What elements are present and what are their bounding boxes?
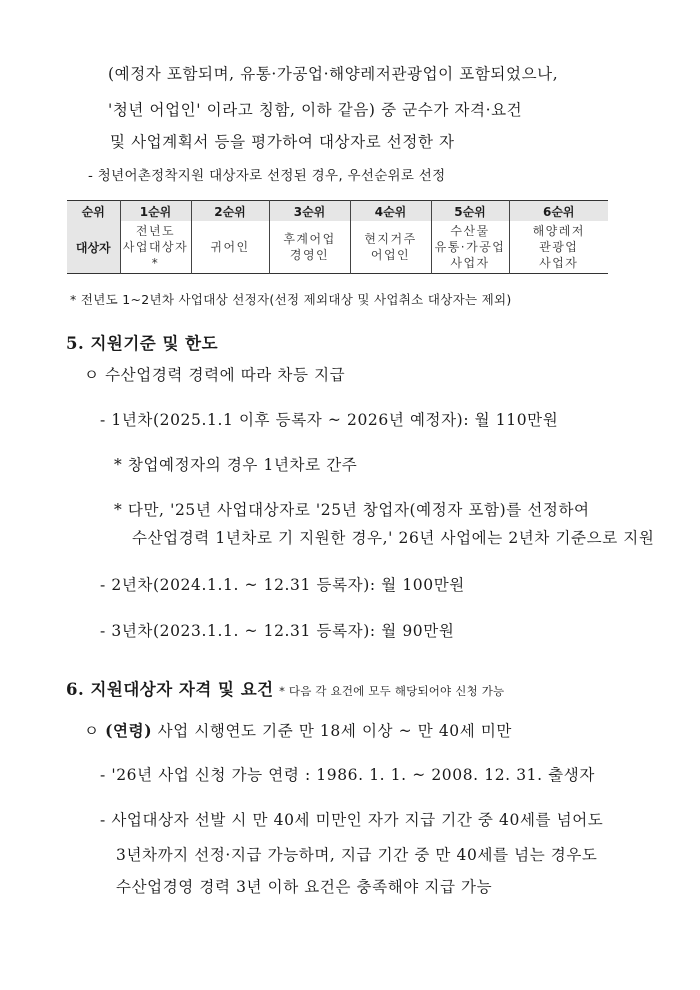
priority-table xyxy=(67,200,608,274)
cell-rank-4-line-2: 어업인 xyxy=(370,248,411,262)
cell-rank-4 xyxy=(350,221,431,274)
section-6-over40-line-1: - 사업대상자 선발 시 만 40세 미만인 자가 지급 기간 중 40세를 넘어도 xyxy=(100,811,604,829)
section-5-title: 5. 지원기준 및 한도 xyxy=(66,334,219,353)
cell-rank-3-line-1: 후계어업 xyxy=(283,232,336,246)
table-footnote: * 전년도 1~2년차 사업대상 선정자(선정 제외대상 및 사업취소 대상자는 제외) xyxy=(70,292,512,307)
cell-rank-3-line-2: 경영인 xyxy=(289,248,330,262)
cell-rank-6-line-1: 해양레저 xyxy=(532,224,585,238)
cell-rank-2-line-1: 귀어인 xyxy=(210,240,250,254)
cell-rank-6-line-3: 사업자 xyxy=(539,256,579,270)
row-label-target: 대상자 xyxy=(67,221,120,274)
cell-rank-4-line-1: 현지거주 xyxy=(364,232,417,246)
section-6-age-range: - '26년 사업 신청 가능 연령 : 1986. 1. 1. ~ 2008. 12. 31. 출생자 xyxy=(100,766,595,784)
priority-table-header-row xyxy=(67,201,608,222)
intro-line-2: '청년 어업인' 이라고 칭함, 이하 같음) 중 군수가 자격·요건 xyxy=(108,101,523,119)
section-5-year-2: - 2년차(2024.1.1. ~ 12.31 등록자): 월 100만원 xyxy=(100,576,465,594)
intro-line-1: (예정자 포함되며, 유통·가공업·해양레저관광업이 포함되었으나, xyxy=(108,65,559,83)
header-rank-1: 1순위 xyxy=(120,201,191,222)
section-6-heading xyxy=(66,676,504,700)
section-6-over40-line-3: 수산업경영 경력 3년 이하 요건은 충족해야 지급 가능 xyxy=(116,878,493,896)
cell-rank-5 xyxy=(431,221,509,274)
section-6-over40-line-2: 3년차까지 선정·지급 가능하며, 지급 기간 중 만 40세를 넘는 경우도 xyxy=(116,846,598,864)
cell-rank-6 xyxy=(509,221,608,274)
cell-rank-1-line-2: 사업대상자* xyxy=(122,240,189,270)
cell-rank-2 xyxy=(191,221,269,274)
section-5-note-exception-1: * 다만, '25년 사업대상자로 '25년 창업자(예정자 포함)를 선정하여 xyxy=(114,501,590,519)
cell-rank-1 xyxy=(120,221,191,274)
cell-rank-5-line-3: 사업자 xyxy=(450,256,490,270)
age-text: 사업 시행연도 기준 만 18세 이상 ~ 만 40세 미만 xyxy=(157,722,513,740)
cell-rank-5-line-2: 유통·가공업 xyxy=(434,240,506,254)
header-rank-6: 6순위 xyxy=(509,201,608,222)
priority-table-target-row xyxy=(67,221,608,274)
section-5-bullet: ㅇ 수산업경력 경력에 따라 차등 지급 xyxy=(84,366,346,384)
header-rank-2: 2순위 xyxy=(191,201,269,222)
age-label: (연령) xyxy=(105,721,153,740)
intro-line-3: 및 사업계획서 등을 평가하여 대상자로 선정한 자 xyxy=(110,133,455,151)
section-6-title-note: * 다음 각 요건에 모두 해당되어야 신청 가능 xyxy=(279,684,505,698)
section-6-title: 6. 지원대상자 자격 및 요건 xyxy=(66,680,274,699)
section-6-age-bullet xyxy=(84,719,512,741)
cell-rank-3 xyxy=(269,221,350,274)
cell-rank-6-line-2: 관광업 xyxy=(539,240,579,254)
header-rank-3: 3순위 xyxy=(269,201,350,222)
cell-rank-1-line-1: 전년도 xyxy=(135,224,176,238)
header-rank-5: 5순위 xyxy=(431,201,509,222)
header-rank-label: 순위 xyxy=(67,201,120,222)
cell-rank-5-line-1: 수산물 xyxy=(450,224,490,238)
priority-selection-note: - 청년어촌정착지원 대상자로 선정된 경우, 우선순위로 선정 xyxy=(88,168,446,184)
section-5-year-3: - 3년차(2023.1.1. ~ 12.31 등록자): 월 90만원 xyxy=(100,622,455,640)
section-5-note-startup: * 창업예정자의 경우 1년차로 간주 xyxy=(114,456,358,474)
section-5-note-exception-2: 수산업경력 1년차로 기 지원한 경우,' 26년 사업에는 2년차 기준으로 지원 xyxy=(132,529,655,547)
bullet-marker: ㅇ xyxy=(84,722,100,740)
header-rank-4: 4순위 xyxy=(350,201,431,222)
section-5-year-1: - 1년차(2025.1.1 이후 등록자 ~ 2026년 예정자): 월 110만원 xyxy=(100,411,559,429)
